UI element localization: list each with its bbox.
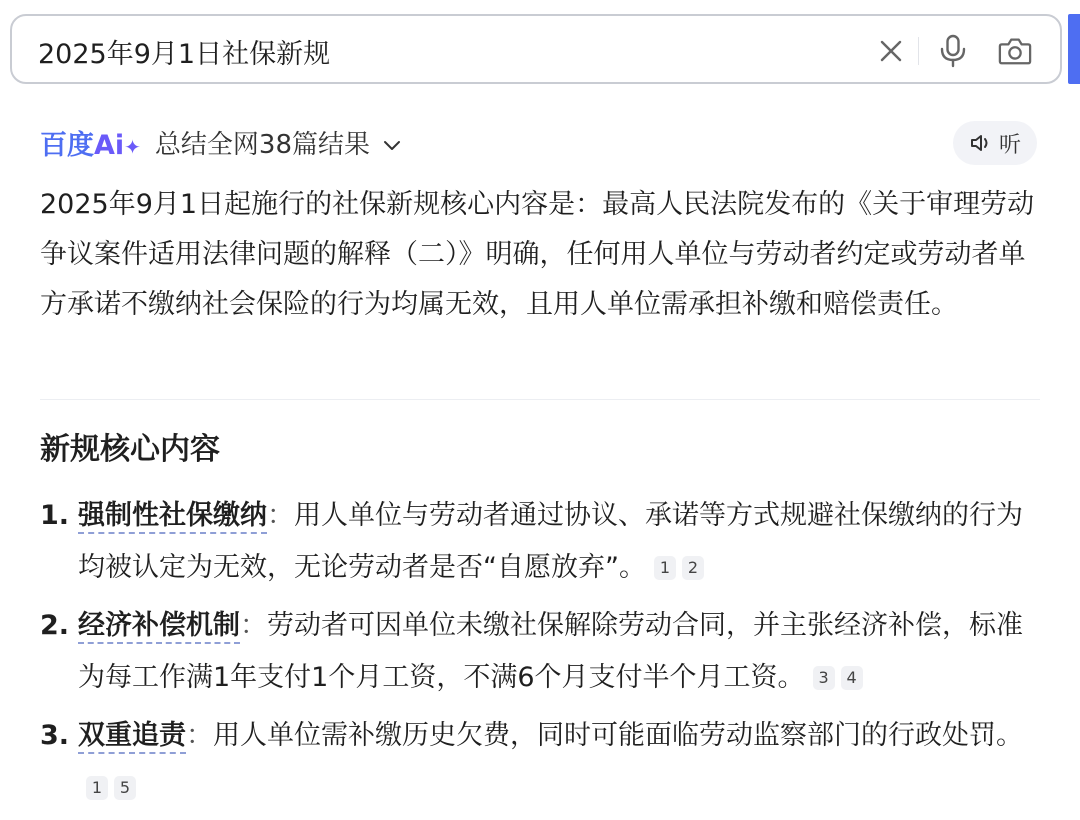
list-item: 1. 强制性社保缴纳：用人单位与劳动者通过协议、承诺等方式规避社保缴纳的行为均被认定为无效，无论劳动者是否“自愿放弃”。 1 2 (40, 490, 1040, 594)
speaker-icon (969, 132, 993, 154)
section-title: 新规核心内容 (40, 432, 220, 467)
citation-badge[interactable]: 1 (654, 556, 676, 580)
search-bar (10, 14, 1062, 84)
point-title-link[interactable]: 经济补偿机制 (78, 610, 240, 644)
point-title-link[interactable]: 强制性社保缴纳 (78, 500, 267, 534)
list-number: 2. (40, 610, 70, 641)
citation-badge[interactable]: 4 (841, 666, 863, 690)
search-button-edge[interactable] (1068, 14, 1080, 84)
point-text: 用人单位与劳动者通过协议、承诺等方式规避社保缴纳的行为均被认定为无效，无论劳动者是否“自愿放弃”。 (78, 500, 1023, 583)
list-item: 2. 经济补偿机制：劳动者可因单位未缴社保解除劳动合同，并主张经济补偿，标准为每工作满1年支付1个月工资，不满6个月支付半个月工资。 3 4 (40, 600, 1040, 704)
camera-icon[interactable] (998, 34, 1032, 68)
citation-badge[interactable]: 1 (86, 776, 108, 800)
chevron-down-icon (382, 139, 402, 153)
search-bar-divider (918, 37, 919, 65)
list-item: 3. 双重追责：用人单位需补缴历史欠费，同时可能面临劳动监察部门的行政处罚。1 5 (40, 710, 1040, 814)
ai-summary-text: 2025年9月1日起施行的社保新规核心内容是：最高人民法院发布的《关于审理劳动争议案件适用法律问题的解释（二）》明确，任何用人单位与劳动者约定或劳动者单方承诺不缴纳社会保险的行为均属无效，且用人单位需承担补缴和赔偿责任。 (40, 189, 1035, 320)
citation-badge[interactable]: 3 (813, 666, 835, 690)
microphone-icon[interactable] (936, 34, 970, 68)
key-points-list (40, 490, 1040, 820)
point-text: 劳动者可因单位未缴社保解除劳动合同，并主张经济补偿，标准为每工作满1年支付1个月工资，不满6个月支付半个月工资。 (78, 610, 1023, 693)
list-number: 3. (40, 720, 70, 751)
citation-badge[interactable]: 2 (682, 556, 704, 580)
point-title-link[interactable]: 双重追责 (78, 720, 186, 754)
sources-summary-toggle[interactable]: 总结全网38篇结果 (155, 124, 402, 161)
citation-badge[interactable]: 5 (114, 776, 136, 800)
point-text: 用人单位需补缴历史欠费，同时可能面临劳动监察部门的行政处罚。 (213, 720, 1023, 751)
ai-summary-header (40, 118, 402, 166)
divider (40, 399, 1040, 400)
baidu-ai-logo: 百度Ai✦ (40, 129, 141, 161)
list-number: 1. (40, 500, 70, 531)
search-input[interactable] (38, 33, 818, 69)
listen-button[interactable]: 听 (953, 121, 1037, 165)
close-icon[interactable] (874, 34, 908, 68)
